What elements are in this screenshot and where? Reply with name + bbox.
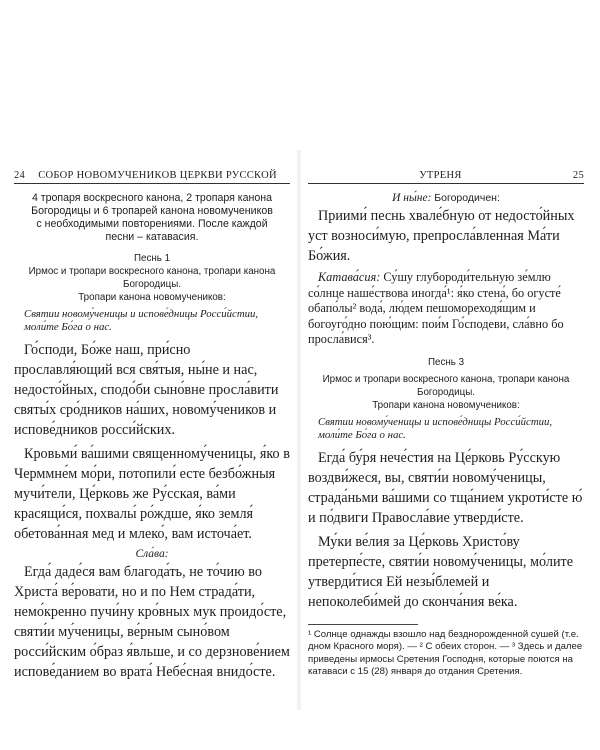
irmos-line-3: Ирмос и тропари воскресного канона, тропари канона Богородицы.: [322, 373, 570, 398]
refrain-1: Святии новому́ченицы и испове́дницы Росси́йстии, моли́те Бо́га о нас.: [24, 308, 259, 333]
bogorodichen-label: Богородичен:: [434, 192, 500, 204]
footnote-rule: [308, 624, 418, 625]
i-nyne-label: И ны́не:: [392, 192, 432, 204]
irmos-line-1: Ирмос и тропари воскресного канона, тропари канона Богородицы.: [28, 266, 276, 290]
katavasia-label: Катава́сия:: [318, 270, 381, 284]
right-page-number: 25: [572, 170, 584, 181]
left-page-number: 24: [14, 170, 26, 181]
troparion-1-1: Го́споди, Бо́же наш, при́сно прославля́ющий вся свя́тыя, ны́не и нас, недосто́йных, сподо́би сыно́вне просла́вити святы́х сро́дников на́ших, новому́чеников и испове́дников росси́йских.: [14, 342, 279, 438]
troparion-3-2: Му́ки ве́лия за Це́рковь Христо́ву претерпе́сте, святи́и новому́ченицы, мо́лите утверди́тися Ей незы́блемей и непоколеби́мей до сконча́ния ве́ка.: [308, 533, 574, 610]
bogorodichen-text: Приими́ песнь хвале́бную от недосто́йных уст возноси́мую, препросла́вленная Ма́ти Бо́жия.: [308, 208, 575, 264]
right-running-head: УТРЕНЯ: [419, 170, 462, 181]
troparion-1-3: Егда́ даде́ся вам благода́ть, не то́чию во Христа́ ве́ровати, но и по Нем страда́ти, немо́кренно пучи́ну кро́вных мук проидо́сте, святи́и му́ченицы, ве́рным сыно́вом росси́йским о́браз я́вльше, и со дерзнове́нием испове́данием во врата́ Небе́сная внидо́сте.: [14, 564, 290, 680]
left-running-head: СОБОР НОВОМУЧЕНИКОВ ЦЕРКВИ РУССКОЙ: [38, 170, 277, 181]
slava-label: Сла́ва:: [135, 548, 169, 560]
song-heading-1: Песнь 1: [133, 253, 171, 264]
book-gutter: [296, 150, 302, 710]
tropari-line-1: Тропари канона новомучеников:: [78, 292, 226, 303]
katavasia: [308, 270, 584, 348]
left-page: [14, 170, 290, 686]
katavasia-text: Су́шу глубороди́тельную зе́млю со́лнце наше́ствова иногда́¹: я́ко стена́, бо огусте́ обапо́лы² вода́, лю́дем пешомореходя́щим и богоуго́дно пою́щим: пои́м Го́сподеви, сла́вно бо просла́вися³.: [308, 270, 564, 346]
refrain-3: Святии новому́ченицы и испове́дницы Росси́йстии, моли́те Бо́га о нас.: [318, 415, 553, 441]
left-page-header: [14, 170, 290, 184]
song-heading-3: Песнь 3: [427, 356, 465, 368]
i-nyne-line: [308, 192, 584, 204]
troparion-1-2: Кровьми́ ва́шими священному́ченицы, я́ко в Черммне́м мо́ри, потопили́ есте безбо́жныя мучи́тели, Це́рковь же Ру́сская, ва́ми красящи́ся, похвалы́ ро́ждше, я́ко земля́ обетова́нная мед и млеко́, вам источа́ет.: [14, 446, 290, 542]
tropari-line-3: Тропари канона новомучеников:: [372, 399, 520, 411]
right-page-header: [308, 170, 584, 184]
footnote: ¹ Солнце однажды взошло над безднорожденной сушей (т.е. дном Красного моря). — ² С обеих сторон. — ³ Здесь и далее приведены ирмосы Сретения Господня, которые поются на катаваси с 15 (28) января до отдания Сретения.: [308, 628, 583, 677]
right-page: [308, 170, 584, 679]
troparion-3-1: Егда́ бу́ря нече́стия на Це́рковь Ру́сскую воздви́жеся, вы, святи́и новому́ченицы, страда́ньми ва́шими со тща́нием укроти́сте ю́ и по́двиги Правосла́вие утверди́сте.: [308, 449, 583, 526]
intro-note: 4 тропаря воскресного канона, 2 тропаря канона Богородицы и 6 тропарей канона новомучеников с необходимыми повторениями. После каждой песни – катавасия.: [31, 192, 273, 243]
